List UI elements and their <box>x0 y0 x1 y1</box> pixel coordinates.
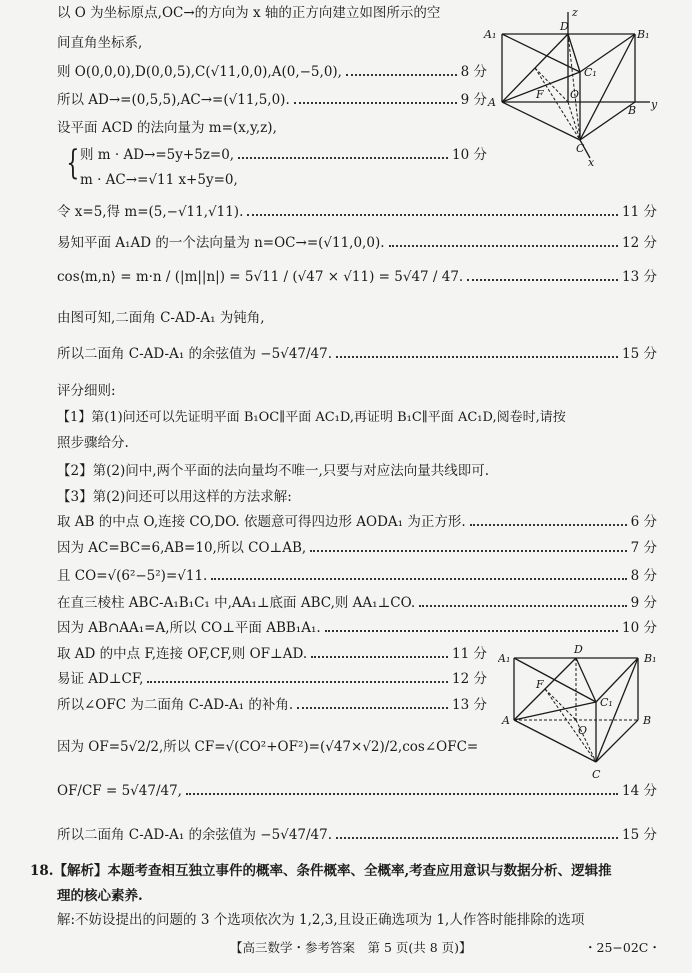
score: 7 分 <box>630 540 657 556</box>
label-A1: A₁ <box>484 28 497 41</box>
text-line: 易证 AD⊥CF, 12 分 <box>57 671 487 687</box>
label-C1: C₁ <box>600 696 613 709</box>
text-line: 所以 AD→=(0,5,5),AC→=(√11,5,0). 9 分 <box>57 92 487 108</box>
text-line: 【1】第(1)问还可以先证明平面 B₁OC∥平面 AC₁D,再证明 B₁C∥平面 AC₁D,阅卷时,请按 <box>57 410 566 425</box>
text-line: 所以二面角 C-AD-A₁ 的余弦值为 −5√47/47. 15 分 <box>57 827 657 843</box>
score: 13 分 <box>622 269 657 285</box>
text-line: 【2】第(2)问中,两个平面的法向量均不唯一,只要与对应法向量共线即可. <box>57 463 490 479</box>
text-line: 且 CO=√(6²−5²)=√11. 8 分 <box>57 568 657 584</box>
score: 14 分 <box>622 783 657 799</box>
text-line: 由图可知,二面角 C-AD-A₁ 为钝角, <box>57 310 265 326</box>
text-line: 评分细则: <box>57 383 116 399</box>
text-line: 取 AB 的中点 O,连接 CO,DO. 依题意可得四边形 AODA₁ 为正方形. 6 分 <box>57 514 657 530</box>
label-B1: B₁ <box>644 652 657 665</box>
label-A1: A₁ <box>498 652 511 665</box>
score: 6 分 <box>630 514 657 530</box>
prism-figure-2 <box>498 640 673 785</box>
label-D: D <box>560 20 569 33</box>
score: 9 分 <box>630 595 657 611</box>
label-y: y <box>651 98 658 111</box>
score: 8 分 <box>630 568 657 584</box>
score: 11 分 <box>452 646 487 662</box>
text-line: 则 m · AD→=5y+5z=0, 10 分 <box>80 147 487 163</box>
prism-figure-1 <box>480 2 670 170</box>
text-line: OF/CF = 5√47/47, 14 分 <box>57 783 657 799</box>
footer-page-info: 【高三数学・参考答案 第 5 页(共 8 页)】 <box>230 940 472 955</box>
question-header: 18.【解析】本题考查相互独立事件的概率、条件概率、全概率,考查应用意识与数据分析、逻辑推 <box>30 863 612 879</box>
label-C: C <box>576 142 585 155</box>
text-line: 则 O(0,0,0),D(0,0,5),C(√11,0,0),A(0,−5,0), 8 分 <box>57 64 487 80</box>
label-O: O <box>570 88 580 101</box>
label-A: A <box>488 96 496 109</box>
text-line: 易知平面 A₁AD 的一个法向量为 n=OC→=(√11,0,0). 12 分 <box>57 235 657 251</box>
text-line: 照步骤给分. <box>57 435 129 451</box>
label-D: D <box>574 643 583 656</box>
score: 13 分 <box>452 697 487 713</box>
text-line: 令 x=5,得 m=(5,−√11,√11). 11 分 <box>57 204 657 220</box>
text-line: 取 AD 的中点 F,连接 OF,CF,则 OF⊥AD. 11 分 <box>57 646 487 662</box>
text-line: 因为 OF=5√2/2,所以 CF=√(CO²+OF²)=(√47×√2)/2,cos∠OFC= <box>57 739 479 755</box>
text-line: 所以∠OFC 为二面角 C-AD-A₁ 的补角. 13 分 <box>57 697 487 713</box>
text-line: 在直三棱柱 ABC-A₁B₁C₁ 中,AA₁⊥底面 ABC,则 AA₁⊥CO. 9 分 <box>57 595 657 611</box>
footer-code: ・25−02C・ <box>584 940 661 955</box>
score: 12 分 <box>452 671 487 687</box>
text-line: 间直角坐标系, <box>57 35 143 51</box>
score: 15 分 <box>622 346 657 362</box>
label-B: B <box>643 714 652 727</box>
text-line: 因为 AB∩AA₁=A,所以 CO⊥平面 ABB₁A₁. 10 分 <box>57 620 657 636</box>
text-line: 解:不妨设提出的问题的 3 个选项依次为 1,2,3,且设正确选项为 1,人作答时能排除的选项 <box>57 912 585 928</box>
brace-symbol: { <box>66 143 80 183</box>
text-line: 以 O 为坐标原点,OC→的方向为 x 轴的正方向建立如图所示的空 <box>57 5 441 21</box>
text-line: m · AC→=√11 x+5y=0, <box>80 172 238 188</box>
label-O: O <box>578 724 588 737</box>
label-B: B <box>628 104 637 117</box>
label-x: x <box>588 156 595 169</box>
score: 9 分 <box>460 92 487 108</box>
text-line: cos⟨m,n⟩ = m·n / (|m||n|) = 5√11 / (√47 × √11) = 5√47 / 47. 13 分 <box>57 269 657 285</box>
label-A: A <box>502 714 510 727</box>
score: 10 分 <box>622 620 657 636</box>
score: 8 分 <box>460 64 487 80</box>
text-line: 设平面 ACD 的法向量为 m=(x,y,z), <box>57 120 277 136</box>
score: 15 分 <box>622 827 657 843</box>
text-line: 所以二面角 C-AD-A₁ 的余弦值为 −5√47/47. 15 分 <box>57 346 657 362</box>
text-line: 因为 AC=BC=6,AB=10,所以 CO⊥AB, 7 分 <box>57 540 657 556</box>
score: 10 分 <box>452 147 487 163</box>
text-line: 【3】第(2)问还可以用这样的方法求解: <box>57 489 292 505</box>
label-z: z <box>572 6 578 19</box>
label-C: C <box>592 768 601 781</box>
label-C1: C₁ <box>584 66 597 79</box>
score: 12 分 <box>622 235 657 251</box>
label-B1: B₁ <box>637 28 650 41</box>
score: 11 分 <box>622 204 657 220</box>
label-F: F <box>536 88 544 101</box>
text-line: 理的核心素养. <box>57 888 143 904</box>
label-F: F <box>536 678 544 691</box>
